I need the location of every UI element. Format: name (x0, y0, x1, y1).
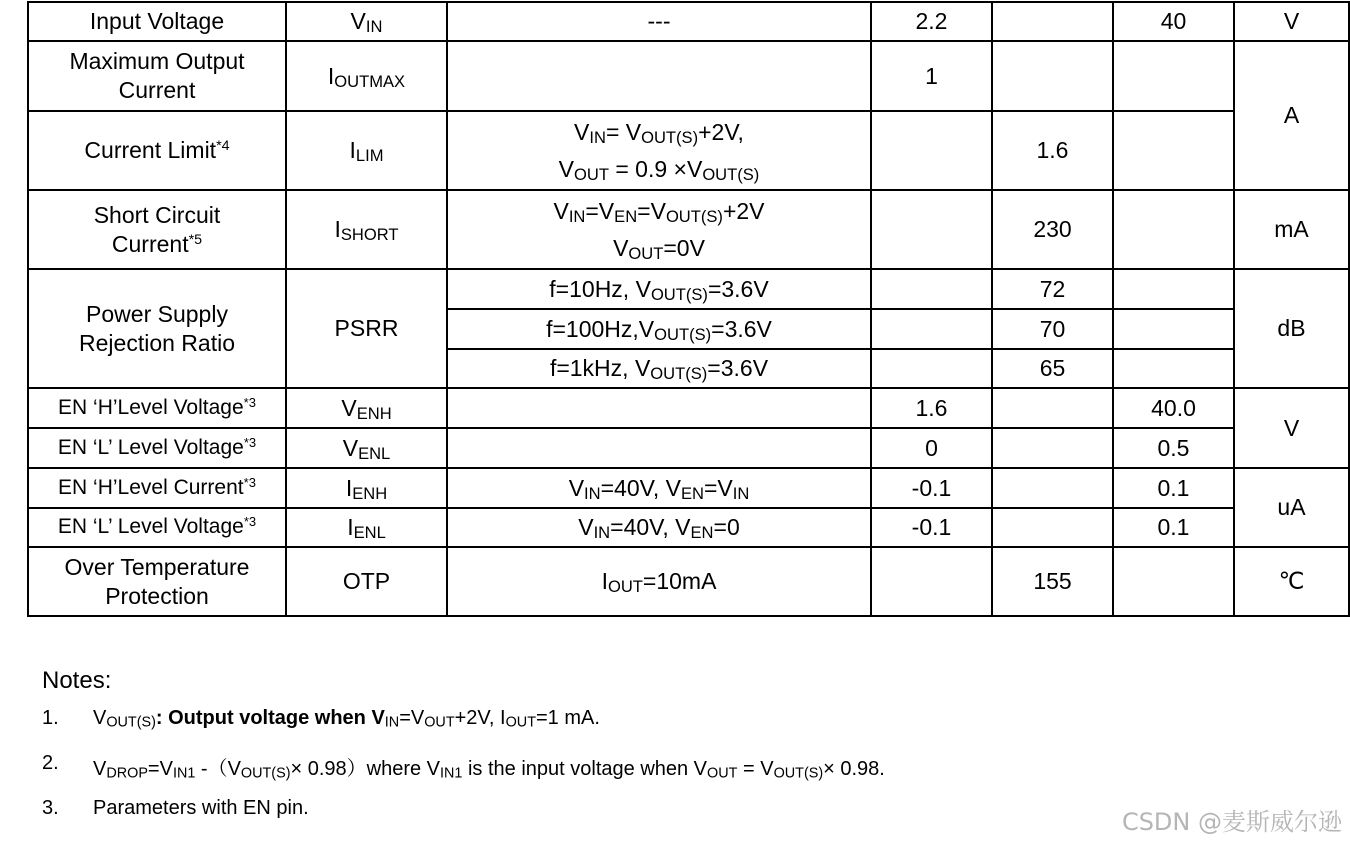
min-cell (871, 349, 992, 388)
typ-cell: 72 (992, 269, 1113, 309)
note-number: 3. (42, 797, 59, 819)
condition-cell: $V_{IN}=40V$, $V_{EN}=V_{IN}$ (447, 468, 871, 508)
unit-cell: ℃ (1234, 547, 1349, 616)
typ-cell (992, 2, 1113, 41)
symbol-cell: $I_{ENH}$ (286, 468, 447, 508)
min-cell: 0 (871, 428, 992, 468)
note-number: 2. (42, 752, 59, 774)
max-cell (1113, 309, 1234, 349)
condition-cell: $V_{IN}= V_{OUT(S)}+2V$, $V_{OUT} = 0.9 \times V_{OUT(S)}$ (447, 111, 871, 190)
param-cell: Maximum Output Current (28, 41, 286, 111)
typ-cell (992, 428, 1113, 468)
note-text: Parameters with EN pin. (93, 797, 309, 819)
condition-cell (447, 388, 871, 428)
note-text: $V_{DROP}=V_{IN1}$ $-(V_{OUT(S)}\times$ 0.98）where $V_{IN1}$ is the input voltage when $V_{OUT} = V_{OUT(S)}\times 0.98$. (93, 758, 885, 782)
table-row (28, 2, 1349, 41)
min-cell: 1 (871, 41, 992, 111)
param-cell: Current Limit$^{*4}$ (28, 111, 286, 190)
note-item (42, 797, 1142, 842)
unit-cell: uA (1234, 468, 1349, 547)
max-cell (1113, 349, 1234, 388)
spec-table (27, 1, 1350, 617)
symbol-cell: $I_{LIM}$ (286, 111, 447, 190)
note-text: $V_{OUT(S)}$: Output voltage when $V_{IN}=V_{OUT}+2V$, $I_{OUT}=1$ mA. (93, 707, 600, 731)
table-row (28, 111, 1349, 190)
typ-cell (992, 41, 1113, 111)
unit-cell: mA (1234, 190, 1349, 269)
note-number: 1. (42, 707, 59, 729)
max-cell: 0.1 (1113, 468, 1234, 508)
max-cell (1113, 41, 1234, 111)
table-row (28, 428, 1349, 468)
symbol-cell: $I_{SHORT}$ (286, 190, 447, 269)
condition-cell (447, 41, 871, 111)
max-cell: 0.1 (1113, 508, 1234, 547)
param-cell: EN ‘L’ Level Voltage$^{*3}$ (28, 428, 286, 468)
notes-title: Notes: (42, 667, 112, 694)
unit-cell: V (1234, 2, 1349, 41)
typ-cell: 155 (992, 547, 1113, 616)
watermark: CSDN @麦斯威尔逊 (1121, 808, 1342, 836)
min-cell (871, 190, 992, 269)
min-cell: 2.2 (871, 2, 992, 41)
min-cell: -0.1 (871, 468, 992, 508)
condition-cell: $V_{IN}=40V$, $V_{EN}=0$ (447, 508, 871, 547)
min-cell: 1.6 (871, 388, 992, 428)
unit-cell: A (1234, 41, 1349, 190)
symbol-cell: $V_{ENL}$ (286, 428, 447, 468)
symbol-cell: OTP (286, 547, 447, 616)
typ-cell: 70 (992, 309, 1113, 349)
max-cell: 0.5 (1113, 428, 1234, 468)
param-cell: EN ‘H’Level Voltage$^{*3}$ (28, 388, 286, 428)
min-cell: -0.1 (871, 508, 992, 547)
min-cell (871, 111, 992, 190)
table-row (28, 547, 1349, 616)
table-row (28, 508, 1349, 547)
condition-cell (447, 428, 871, 468)
table-row (28, 190, 1349, 269)
typ-cell (992, 508, 1113, 547)
typ-cell: 65 (992, 349, 1113, 388)
typ-cell: 230 (992, 190, 1113, 269)
note-item (42, 752, 1142, 797)
typ-cell (992, 468, 1113, 508)
max-cell (1113, 190, 1234, 269)
max-cell: 40 (1113, 2, 1234, 41)
condition-cell: f=10Hz, $V_{OUT(S)}=3.6V$ (447, 269, 871, 309)
condition-cell: --- (447, 2, 871, 41)
symbol-cell: $V_{ENH}$ (286, 388, 447, 428)
symbol-cell: $I_{ENL}$ (286, 508, 447, 547)
max-cell (1113, 269, 1234, 309)
condition-cell: f=1kHz, $V_{OUT(S)}=3.6V$ (447, 349, 871, 388)
min-cell (871, 547, 992, 616)
max-cell (1113, 111, 1234, 190)
unit-cell: V (1234, 388, 1349, 468)
note-item (42, 707, 1142, 752)
table-row (28, 388, 1349, 428)
condition-cell: $f=100Hz,V_{OUT(S)}=3.6V$ (447, 309, 871, 349)
param-cell: Power Supply Rejection Ratio (28, 269, 286, 388)
max-cell: 40.0 (1113, 388, 1234, 428)
param-cell: EN ‘L’ Level Voltage$^{*3}$ (28, 508, 286, 547)
min-cell (871, 269, 992, 309)
notes-section (42, 667, 1142, 842)
condition-cell: $I_{OUT}=10mA$ (447, 547, 871, 616)
max-cell (1113, 547, 1234, 616)
param-cell: Input Voltage (28, 2, 286, 41)
condition-cell: $V_{IN}=V_{EN}=V_{OUT(S)}+2V$ $V_{OUT}=0V$ (447, 190, 871, 269)
typ-cell (992, 388, 1113, 428)
table-row (28, 41, 1349, 111)
table-row (28, 269, 1349, 309)
symbol-cell: PSRR (286, 269, 447, 388)
min-cell (871, 309, 992, 349)
unit-cell: dB (1234, 269, 1349, 388)
param-cell: EN ‘H’Level Current$^{*3}$ (28, 468, 286, 508)
param-cell: Over Temperature Protection (28, 547, 286, 616)
symbol-cell: $V_{IN}$ (286, 2, 447, 41)
symbol-cell: $I_{OUTMAX}$ (286, 41, 447, 111)
typ-cell: 1.6 (992, 111, 1113, 190)
table-row (28, 468, 1349, 508)
param-cell: Short Circuit Current$^{*5}$ (28, 190, 286, 269)
